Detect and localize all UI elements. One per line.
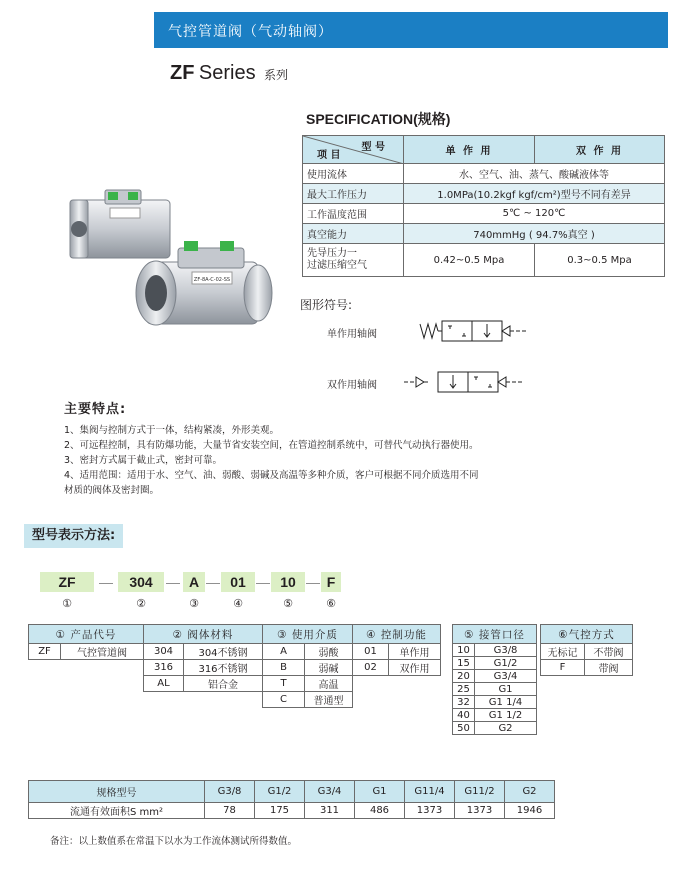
code-number: ② bbox=[136, 597, 146, 610]
option-table-product bbox=[28, 624, 144, 660]
option-code: AL bbox=[144, 676, 184, 692]
series-code: ZF bbox=[170, 62, 195, 84]
code-dash: — bbox=[99, 574, 113, 590]
option-desc: G1/2 bbox=[475, 657, 537, 670]
flow-size: G3/4 bbox=[305, 781, 355, 803]
feature-item: 材质的阀体及密封圈。 bbox=[64, 485, 160, 496]
spec-title: SPECIFICATION(规格) bbox=[306, 111, 451, 127]
option-table-control bbox=[352, 624, 441, 676]
code-part-control: 01 bbox=[221, 572, 255, 592]
series-word: Series bbox=[198, 62, 256, 84]
spec-row-label: 工作温度范围 bbox=[303, 204, 404, 224]
option-desc: G1 1/4 bbox=[475, 696, 537, 709]
spec-row bbox=[303, 164, 665, 184]
flow-area-table bbox=[28, 780, 555, 819]
option-desc: G2 bbox=[475, 722, 537, 735]
spec-row bbox=[303, 204, 665, 224]
option-desc: G3/8 bbox=[475, 644, 537, 657]
option-desc: 气控管道阀 bbox=[61, 644, 144, 660]
option-code: 10 bbox=[453, 644, 475, 657]
code-part-material: 304 bbox=[118, 572, 164, 592]
flow-value: 486 bbox=[355, 803, 405, 819]
flow-value: 311 bbox=[305, 803, 355, 819]
option-desc: 316不锈钢 bbox=[184, 660, 263, 676]
spec-pilot-label-2: 过滤压缩空气 bbox=[307, 260, 367, 271]
option-header: ⑤ 接管口径 bbox=[453, 625, 537, 644]
option-code: A bbox=[263, 644, 305, 660]
option-code: 01 bbox=[353, 644, 389, 660]
option-code: 40 bbox=[453, 709, 475, 722]
spec-row-value: 水、空气、油、蒸气、酸碱液体等 bbox=[404, 164, 665, 184]
feature-item: 3、密封方式属于截止式，密封可靠。 bbox=[64, 455, 223, 466]
code-part-medium: A bbox=[183, 572, 205, 592]
spec-pilot-label-1: 先导压力一 bbox=[307, 248, 357, 259]
option-code: 50 bbox=[453, 722, 475, 735]
features-list bbox=[64, 423, 624, 498]
option-code: B bbox=[263, 660, 305, 676]
code-number: ⑥ bbox=[326, 597, 336, 610]
code-part-port: 10 bbox=[271, 572, 305, 592]
code-number: ③ bbox=[189, 597, 199, 610]
code-dash: — bbox=[256, 574, 270, 590]
feature-item: 1、集阀与控制方式于一体，结构紧凑，外形美观。 bbox=[64, 425, 280, 436]
option-code: 20 bbox=[453, 670, 475, 683]
option-desc: 弱碱 bbox=[305, 660, 353, 676]
option-desc: 普通型 bbox=[305, 692, 353, 708]
flow-size: G3/8 bbox=[205, 781, 255, 803]
option-header: ③ 使用介质 bbox=[263, 625, 353, 644]
spec-row-pilot bbox=[303, 244, 665, 277]
footnote: 备注：以上数值系在常温下以水为工作流体测试所得数值。 bbox=[50, 836, 298, 847]
code-number: ⑤ bbox=[283, 597, 293, 610]
spec-col-double: 双 作 用 bbox=[535, 136, 665, 164]
spec-pilot-double: 0.3~0.5 Mpa bbox=[535, 244, 665, 277]
option-desc: 铝合金 bbox=[184, 676, 263, 692]
code-number: ① bbox=[62, 597, 72, 610]
flow-value: 78 bbox=[205, 803, 255, 819]
photo-label-text: ZF-8A-C-02-SS bbox=[193, 277, 231, 283]
double-acting-symbol bbox=[402, 369, 528, 395]
spec-row-label: 真空能力 bbox=[303, 224, 404, 244]
code-dash: — bbox=[206, 574, 220, 590]
option-desc: 304不锈钢 bbox=[184, 644, 263, 660]
spec-row bbox=[303, 184, 665, 204]
series-cn: 系列 bbox=[264, 68, 289, 82]
feature-item: 4、适用范围：适用于水、空气、油、弱酸、弱碱及高温等多种介质，客户可根据不同介质选用不同 bbox=[64, 470, 479, 481]
option-desc: 单作用 bbox=[389, 644, 441, 660]
single-acting-symbol bbox=[418, 318, 528, 344]
option-table-port bbox=[452, 624, 537, 735]
option-desc: 弱酸 bbox=[305, 644, 353, 660]
spec-row-value: 740mmHg ( 94.7%真空 ) bbox=[404, 224, 665, 244]
option-code: 316 bbox=[144, 660, 184, 676]
option-header: ④ 控制功能 bbox=[353, 625, 441, 644]
code-part-product: ZF bbox=[40, 572, 94, 592]
option-desc: G3/4 bbox=[475, 670, 537, 683]
option-header: ② 阀体材料 bbox=[144, 625, 263, 644]
option-desc: 高温 bbox=[305, 676, 353, 692]
option-code: F bbox=[541, 660, 585, 676]
code-part-pilot: F bbox=[321, 572, 341, 592]
flow-value: 1946 bbox=[505, 803, 555, 819]
option-code: 02 bbox=[353, 660, 389, 676]
pneumatic-valve-photo bbox=[60, 170, 285, 345]
spec-corner-cell bbox=[303, 136, 404, 164]
flow-size: G11/2 bbox=[455, 781, 505, 803]
flow-size: G1/2 bbox=[255, 781, 305, 803]
spec-row bbox=[303, 224, 665, 244]
spec-row-label: 使用流体 bbox=[303, 164, 404, 184]
option-desc: 双作用 bbox=[389, 660, 441, 676]
spec-row-value: 5℃ ~ 120℃ bbox=[404, 204, 665, 224]
code-number: ④ bbox=[233, 597, 243, 610]
option-desc: 带阀 bbox=[585, 660, 633, 676]
spec-col-single: 单 作 用 bbox=[404, 136, 535, 164]
option-code: 15 bbox=[453, 657, 475, 670]
option-code: 32 bbox=[453, 696, 475, 709]
option-header: ⑥气控方式 bbox=[541, 625, 633, 644]
spec-corner-bottom: 项 目 bbox=[317, 150, 341, 161]
option-table-medium bbox=[262, 624, 353, 708]
features-title: 主要特点: bbox=[64, 402, 127, 417]
flow-row-label: 流通有效面积S mm² bbox=[29, 803, 205, 819]
option-code: ZF bbox=[29, 644, 61, 660]
category-header bbox=[154, 12, 668, 48]
option-code: C bbox=[263, 692, 305, 708]
option-code: 无标记 bbox=[541, 644, 585, 660]
option-table-pilot bbox=[540, 624, 633, 676]
flow-header-label: 规格型号 bbox=[29, 781, 205, 803]
symbol-label-single: 单作用轴阀 bbox=[327, 329, 377, 340]
spec-row-value: 1.0MPa(10.2kgf kgf/cm²)型号不同有差异 bbox=[404, 184, 665, 204]
code-dash: — bbox=[306, 574, 320, 590]
symbol-label-double: 双作用轴阀 bbox=[327, 380, 377, 391]
model-title: 型号表示方法: bbox=[24, 524, 123, 548]
flow-value: 1373 bbox=[405, 803, 455, 819]
spec-pilot-single: 0.42~0.5 Mpa bbox=[404, 244, 535, 277]
flow-size: G11/4 bbox=[405, 781, 455, 803]
flow-value: 175 bbox=[255, 803, 305, 819]
category-title: 气控管道阀（气动轴阀） bbox=[168, 24, 333, 40]
feature-item: 2、可远程控制，具有防爆功能，大量节省安装空间，在管道控制系统中，可替代气动执行器使用。 bbox=[64, 440, 479, 451]
option-code: T bbox=[263, 676, 305, 692]
flow-value: 1373 bbox=[455, 803, 505, 819]
flow-size: G1 bbox=[355, 781, 405, 803]
option-header: ① 产品代号 bbox=[29, 625, 144, 644]
spec-corner-top: 型 号 bbox=[361, 142, 385, 153]
series-title bbox=[170, 62, 288, 85]
option-desc: G1 bbox=[475, 683, 537, 696]
option-code: 304 bbox=[144, 644, 184, 660]
code-dash: — bbox=[166, 574, 180, 590]
option-desc: 不带阀 bbox=[585, 644, 633, 660]
spec-table bbox=[302, 135, 665, 277]
flow-size: G2 bbox=[505, 781, 555, 803]
option-table-material bbox=[143, 624, 263, 692]
symbols-title: 图形符号: bbox=[300, 298, 353, 312]
spec-pilot-label bbox=[303, 244, 404, 277]
option-code: 25 bbox=[453, 683, 475, 696]
option-desc: G1 1/2 bbox=[475, 709, 537, 722]
spec-row-label: 最大工作压力 bbox=[303, 184, 404, 204]
